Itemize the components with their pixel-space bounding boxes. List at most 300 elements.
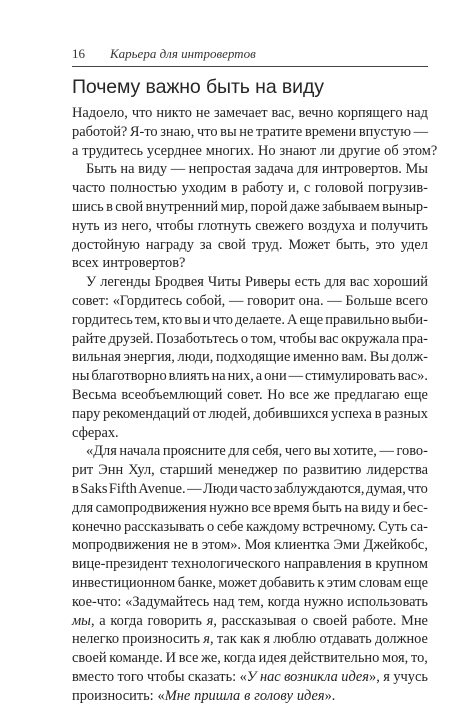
text-line xyxy=(72,442,428,461)
word: выныр- xyxy=(382,198,428,215)
text-line xyxy=(72,555,428,574)
word: Весьма xyxy=(72,386,117,403)
word: «У xyxy=(239,668,257,685)
word: нуть xyxy=(72,217,100,234)
word: в xyxy=(364,556,372,573)
word: порой xyxy=(250,198,288,215)
word: ли xyxy=(320,142,335,159)
word: другие xyxy=(338,142,381,159)
word: вас xyxy=(349,274,370,291)
word: пришла xyxy=(194,687,241,704)
word: банке, xyxy=(177,574,216,591)
word: кто xyxy=(162,311,183,328)
word: о xyxy=(240,330,249,347)
word: словам xyxy=(358,574,402,591)
word: над xyxy=(406,105,428,121)
word: непростая xyxy=(188,161,252,178)
header-rule xyxy=(72,66,428,67)
word: и xyxy=(392,499,401,516)
word: этом». xyxy=(201,537,242,554)
word: делаете. xyxy=(234,311,285,328)
word: должное xyxy=(375,631,428,648)
word: не xyxy=(173,537,188,554)
word: них, xyxy=(227,368,254,385)
word: на xyxy=(344,499,359,516)
word: по xyxy=(282,462,298,479)
word: погрузив- xyxy=(367,180,428,197)
word: райте xyxy=(72,330,106,347)
word: часто xyxy=(239,480,273,497)
word: в xyxy=(374,405,382,422)
word: от xyxy=(192,405,206,422)
text-line xyxy=(72,198,428,217)
word: проясните xyxy=(162,443,226,460)
word: предлагаю xyxy=(334,386,400,403)
page-number: 16 xyxy=(72,46,85,61)
section-heading: Почему важно быть на виду xyxy=(72,76,324,98)
word: они xyxy=(264,368,287,385)
word: в xyxy=(244,687,251,704)
word: сказать: xyxy=(188,668,237,685)
word: что xyxy=(407,480,428,497)
word: когда xyxy=(110,612,143,629)
word: учусь xyxy=(393,668,428,685)
word: когда xyxy=(267,593,300,610)
word: возникла xyxy=(284,668,338,685)
word: интровертов? xyxy=(102,255,186,272)
word: Надоело, xyxy=(72,105,128,121)
word: всех xyxy=(72,255,99,272)
word: еще xyxy=(299,311,324,328)
word: усерднее xyxy=(146,142,202,159)
word: с xyxy=(303,180,311,197)
word: тратите xyxy=(255,123,303,140)
word: вас». xyxy=(397,368,428,385)
word: Fifth xyxy=(108,480,137,497)
running-header xyxy=(72,46,424,64)
word: свой xyxy=(115,198,144,215)
word: все xyxy=(178,650,199,667)
text-line xyxy=(72,574,428,593)
text-line xyxy=(72,499,428,518)
word: сферах. xyxy=(72,424,119,441)
word: вас xyxy=(319,330,339,347)
word: быть, xyxy=(335,236,370,253)
word: стимулировать xyxy=(305,368,396,385)
text-line xyxy=(72,461,428,480)
word: пару xyxy=(72,405,101,422)
word: корпящего xyxy=(337,105,403,121)
word: Но xyxy=(267,386,285,403)
word: вице-президент xyxy=(72,556,168,573)
word: вы xyxy=(313,443,331,460)
word: чего xyxy=(284,443,312,460)
word: друзей. xyxy=(108,330,154,347)
word: конечно xyxy=(72,518,122,535)
word: быть xyxy=(312,499,342,516)
text-line xyxy=(72,311,428,330)
word: Быть xyxy=(86,161,117,178)
word: начала xyxy=(119,443,161,460)
word: в xyxy=(191,537,199,554)
word: произносить xyxy=(122,631,200,648)
text-line xyxy=(72,424,428,443)
word: моя, xyxy=(382,650,409,667)
word: воздуха xyxy=(307,217,356,234)
word: может xyxy=(218,574,257,591)
word: она. xyxy=(298,292,324,309)
word: своей xyxy=(72,650,107,667)
word: мир, xyxy=(220,198,249,215)
text-line xyxy=(72,386,428,405)
word: гордитесь xyxy=(72,311,133,328)
word: идея», xyxy=(341,668,380,685)
word: в xyxy=(230,180,238,197)
word: А xyxy=(286,311,298,328)
word: работу xyxy=(242,180,284,197)
word: всего xyxy=(395,292,428,309)
word: голову xyxy=(254,687,293,704)
word: Хул, xyxy=(128,462,155,479)
word: впустую xyxy=(358,123,411,140)
word: Позаботьтесь xyxy=(156,330,239,347)
word: о xyxy=(207,518,215,535)
text-line xyxy=(72,292,428,311)
text-line xyxy=(72,612,428,631)
word: технологического xyxy=(171,556,281,573)
word: есть xyxy=(294,274,321,291)
word: лидерства xyxy=(366,462,428,479)
word: развитию xyxy=(302,462,362,479)
word: вы xyxy=(184,311,201,328)
word: долж- xyxy=(391,349,428,366)
word: вам. xyxy=(341,349,368,366)
word: знаю, xyxy=(160,123,195,140)
word: самопродвижения xyxy=(95,499,207,516)
word: головой xyxy=(314,180,364,197)
word: людей, xyxy=(208,405,251,422)
word: чтобы xyxy=(278,330,317,347)
word: отдавать xyxy=(319,631,372,648)
text-line xyxy=(72,649,428,668)
word: внутренний xyxy=(145,198,219,215)
word: направления xyxy=(284,556,362,573)
word: старший xyxy=(159,462,213,479)
text-line xyxy=(72,480,428,499)
word: к xyxy=(317,574,325,591)
text-line xyxy=(72,330,428,349)
word: совет. xyxy=(227,386,263,403)
word: нужно xyxy=(209,499,249,516)
word: именно xyxy=(292,349,339,366)
word: команде. xyxy=(109,650,163,667)
word: этом? xyxy=(402,142,438,159)
word: даже xyxy=(289,198,320,215)
word: Saks xyxy=(80,480,108,497)
text-line xyxy=(72,593,428,612)
word: окружала xyxy=(341,330,400,347)
word: том, xyxy=(250,330,277,347)
word: же xyxy=(313,386,330,403)
word: не xyxy=(239,123,254,140)
word: рассказывать xyxy=(124,518,205,535)
word: «Гордитесь xyxy=(112,292,183,309)
word: об xyxy=(384,142,399,159)
word: всеобъемлющий xyxy=(121,386,223,403)
word: нас xyxy=(259,668,281,685)
word: Я-то xyxy=(129,123,158,140)
word: о xyxy=(300,612,309,629)
word: в xyxy=(72,480,79,497)
word: энергия, xyxy=(123,349,175,366)
word: время xyxy=(273,499,310,516)
word: действительно xyxy=(289,650,380,667)
word: люблю xyxy=(273,631,317,648)
word: все xyxy=(251,499,271,516)
word: за xyxy=(199,236,212,253)
word: благотворно xyxy=(91,368,167,385)
word: уходим xyxy=(181,180,227,197)
word: работе. xyxy=(352,612,397,629)
word: Эми xyxy=(333,537,360,554)
word: полностью xyxy=(109,180,178,197)
word: же, xyxy=(201,650,221,667)
word: — xyxy=(288,368,304,385)
text-line xyxy=(72,273,428,292)
word: идея xyxy=(258,650,287,667)
text-line xyxy=(72,518,428,537)
word: крупном xyxy=(375,556,428,573)
word: многих. xyxy=(205,142,255,159)
word: так xyxy=(216,631,237,648)
word: Мне xyxy=(401,612,428,629)
word: Читы xyxy=(207,274,241,291)
word: говорит xyxy=(247,292,295,309)
word: на xyxy=(120,161,135,178)
word: нелегко xyxy=(72,631,120,648)
word: еще xyxy=(404,386,428,403)
word: клиентка xyxy=(274,537,330,554)
word: для xyxy=(324,274,346,291)
word: получить xyxy=(371,217,428,234)
word: Энн xyxy=(98,462,124,479)
word: мопродвижения xyxy=(72,537,170,554)
word: — xyxy=(170,161,186,178)
word: я xyxy=(263,631,271,648)
word: ны xyxy=(72,368,90,385)
word: менеджер xyxy=(217,462,278,479)
word: и, xyxy=(288,180,300,197)
word: тем, xyxy=(134,311,161,328)
word: Мы xyxy=(405,161,428,178)
word: на xyxy=(211,368,226,385)
word: из xyxy=(103,217,118,234)
word: каждому xyxy=(246,518,300,535)
word: идея». xyxy=(296,687,336,704)
word: и xyxy=(202,311,211,328)
text-line xyxy=(72,536,428,555)
word: И xyxy=(165,650,176,667)
word: для xyxy=(72,499,94,516)
word: заблуждаются, xyxy=(273,480,365,497)
word: я, xyxy=(206,612,217,629)
word: работой? xyxy=(72,123,128,140)
text-line xyxy=(72,348,428,367)
word: него, xyxy=(121,217,152,234)
word: Больше xyxy=(345,292,392,309)
word: интровертов. xyxy=(321,161,402,178)
word: правильно xyxy=(325,311,390,328)
word: это xyxy=(375,236,395,253)
word: Бродвея xyxy=(154,274,204,291)
word: достойную xyxy=(72,236,140,253)
word: еще xyxy=(404,574,428,591)
word: чтобы xyxy=(156,217,194,234)
word: что xyxy=(196,123,218,140)
word: себя, xyxy=(252,443,283,460)
word: вместо xyxy=(72,668,115,685)
word: «Задумайтесь xyxy=(125,593,210,610)
word: что xyxy=(131,105,153,121)
word: я xyxy=(383,668,390,685)
word: знают xyxy=(279,142,317,159)
word: са- xyxy=(410,518,428,535)
word: влиять xyxy=(168,368,210,385)
word: для xyxy=(297,161,319,178)
word: мы, xyxy=(72,612,95,629)
word: то, xyxy=(410,650,428,667)
word: Моя xyxy=(244,537,271,554)
text-line xyxy=(72,160,428,179)
word: говорить xyxy=(147,612,202,629)
word: совет: xyxy=(72,292,109,309)
word: в xyxy=(106,198,113,215)
word: нужно xyxy=(303,593,344,610)
word: Avenue. xyxy=(138,480,186,497)
word: Суть xyxy=(378,518,408,535)
word: добившихся xyxy=(253,405,329,422)
word: собой, xyxy=(185,292,226,309)
word: шись xyxy=(72,198,104,215)
word: никто xyxy=(156,105,192,121)
word: Джейкобс, xyxy=(363,537,428,554)
word: «Мне xyxy=(157,687,191,704)
word: и xyxy=(359,217,367,234)
word: глотнуть xyxy=(197,217,252,234)
word: своей xyxy=(312,612,348,629)
word: — xyxy=(413,123,428,140)
word: все xyxy=(289,386,310,403)
word: добавить xyxy=(259,574,315,591)
word: — xyxy=(229,292,244,309)
word: легенды xyxy=(100,274,151,291)
word: Но xyxy=(258,142,276,159)
word: часто xyxy=(72,180,106,197)
word: — xyxy=(379,443,394,460)
text-line xyxy=(72,236,428,255)
word: выби- xyxy=(391,311,428,328)
word: кое-что: xyxy=(72,593,122,610)
word: использовать xyxy=(347,593,428,610)
word: Риверы xyxy=(244,274,291,291)
word: а xyxy=(99,612,106,629)
text-line xyxy=(72,179,428,198)
text-line xyxy=(72,123,428,142)
word: задача xyxy=(254,161,294,178)
word: а xyxy=(255,368,263,385)
word: замечает xyxy=(213,105,268,121)
word: вечно xyxy=(298,105,334,121)
word: виду xyxy=(361,499,391,516)
text-line xyxy=(72,217,428,236)
word: Может xyxy=(288,236,331,253)
running-title: Карьера для интровертов xyxy=(110,46,256,61)
word: хотите, xyxy=(332,443,377,460)
word: бес- xyxy=(402,499,428,516)
word: рекомендаций xyxy=(103,405,190,422)
word: труд. xyxy=(251,236,283,253)
text-line xyxy=(72,630,428,649)
word: чтобы xyxy=(147,668,185,685)
word: гово- xyxy=(396,443,428,460)
word: хороший xyxy=(373,274,428,291)
text-line xyxy=(72,668,428,687)
word: а xyxy=(72,142,79,159)
text-line xyxy=(72,405,428,424)
word: не xyxy=(195,105,210,121)
word: «Для xyxy=(86,443,117,460)
word: свой xyxy=(217,236,246,253)
word: Вы xyxy=(369,349,390,366)
word: себе xyxy=(216,518,244,535)
word: встречному. xyxy=(302,518,376,535)
word: времени xyxy=(304,123,357,140)
text-line xyxy=(72,687,428,706)
word: рит xyxy=(72,462,94,479)
word: забываем xyxy=(322,198,380,215)
word: над xyxy=(213,593,235,610)
word: инвестиционном xyxy=(72,574,176,591)
word: Люди xyxy=(202,480,238,497)
word: я, xyxy=(203,631,214,648)
word: для xyxy=(228,443,250,460)
text-line xyxy=(72,142,438,161)
word: пра- xyxy=(401,330,428,347)
text-line xyxy=(72,254,428,273)
word: что xyxy=(212,311,233,328)
word: рассказывая xyxy=(221,612,297,629)
word: награду xyxy=(145,236,194,253)
word: свежего xyxy=(255,217,304,234)
word: вас, xyxy=(271,105,295,121)
word: люди, xyxy=(177,349,214,366)
word: У xyxy=(86,274,97,291)
text-line xyxy=(72,104,428,123)
word: думая, xyxy=(365,480,406,497)
word: этим xyxy=(326,574,357,591)
word: подходящие xyxy=(215,349,291,366)
body-text xyxy=(72,104,438,706)
word: тем, xyxy=(238,593,264,610)
word: — xyxy=(187,480,202,497)
word: — xyxy=(327,292,342,309)
word: успеха xyxy=(331,405,372,422)
word: виду xyxy=(138,161,168,178)
word: вильная xyxy=(72,349,121,366)
word: удел xyxy=(400,236,428,253)
word: того xyxy=(117,668,144,685)
text-line xyxy=(72,367,428,386)
